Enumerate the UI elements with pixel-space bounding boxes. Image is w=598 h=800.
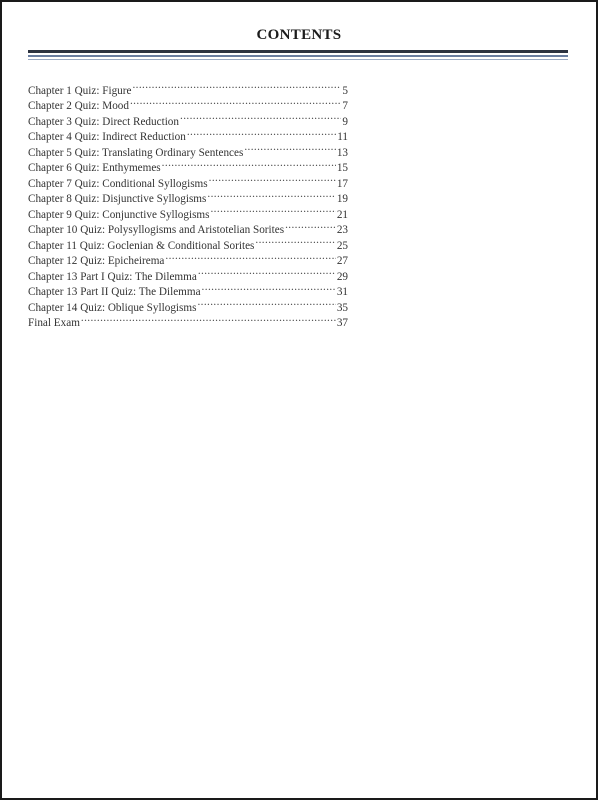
toc-entry-label: Chapter 10 Quiz: Polysyllogisms and Aristotelian Sorites <box>28 224 285 236</box>
page-title: CONTENTS <box>256 27 342 43</box>
toc-page-number: 35 <box>336 301 348 314</box>
toc-entry-label: Chapter 11 Quiz: Goclenian & Conditional Sorites <box>28 239 255 252</box>
toc-entry-label: Chapter 13 Part I Quiz: The Dilemma <box>28 270 197 283</box>
toc-page-number: 13 <box>336 146 348 159</box>
title-rule-mid <box>28 55 568 57</box>
toc-entry-label: Final Exam <box>28 317 80 329</box>
toc-dot-leader <box>198 264 336 280</box>
toc-dot-leader <box>130 94 341 110</box>
toc-entry-label: Chapter 1 Quiz: Figure <box>28 84 132 97</box>
toc-dot-leader <box>244 140 335 156</box>
toc-page-number: 25 <box>336 239 348 252</box>
toc-dot-leader <box>202 280 336 296</box>
toc-dot-leader <box>207 187 335 203</box>
toc-page-number: 29 <box>336 270 348 283</box>
toc-page-number: 15 <box>336 162 348 174</box>
toc-dot-leader <box>132 78 341 94</box>
toc-dot-leader <box>165 249 335 265</box>
toc-page-number: 37 <box>336 317 348 329</box>
toc-dot-leader <box>255 233 335 249</box>
toc-dot-leader <box>210 202 335 218</box>
toc-entry-label: Chapter 14 Quiz: Oblique Syllogisms <box>28 301 197 314</box>
toc-page-number: 27 <box>336 255 348 267</box>
toc-entry-label: Chapter 4 Quiz: Indirect Reduction <box>28 131 186 143</box>
toc-dot-leader <box>81 311 336 327</box>
toc-page-number: 7 <box>342 100 348 112</box>
toc-page-number: 17 <box>336 177 348 190</box>
toc-dot-leader <box>209 171 336 187</box>
toc-page-number: 21 <box>336 208 348 221</box>
toc-page-number: 23 <box>336 224 348 236</box>
toc-page-number: 11 <box>337 131 348 143</box>
toc-entry-label: Chapter 7 Quiz: Conditional Syllogisms <box>28 177 208 190</box>
toc-dot-leader <box>285 218 336 234</box>
toc-dot-leader <box>197 295 335 311</box>
toc-entry-label: Chapter 5 Quiz: Translating Ordinary Sentences <box>28 146 244 159</box>
title-rule-dark <box>28 50 568 53</box>
toc-page-number: 19 <box>336 193 348 205</box>
toc-dot-leader <box>180 109 341 125</box>
toc-dot-leader <box>162 156 336 172</box>
toc-entry-label: Chapter 12 Quiz: Epicheirema <box>28 255 165 267</box>
toc-entry-label: Chapter 6 Quiz: Enthymemes <box>28 162 161 174</box>
toc-dot-leader <box>187 125 336 141</box>
toc-entry-label: Chapter 13 Part II Quiz: The Dilemma <box>28 286 201 298</box>
toc-entry[interactable] <box>28 78 348 97</box>
toc-page-number: 31 <box>336 286 348 298</box>
toc-page-number: 5 <box>342 84 348 97</box>
toc-entry-label: Chapter 8 Quiz: Disjunctive Syllogisms <box>28 193 207 205</box>
toc-page-number: 9 <box>342 115 348 128</box>
toc-entry-label: Chapter 9 Quiz: Conjunctive Syllogisms <box>28 208 210 221</box>
table-of-contents <box>28 78 348 329</box>
toc-entry-label: Chapter 3 Quiz: Direct Reduction <box>28 115 179 128</box>
title-rule-light <box>28 59 568 60</box>
toc-entry-label: Chapter 2 Quiz: Mood <box>28 100 129 112</box>
